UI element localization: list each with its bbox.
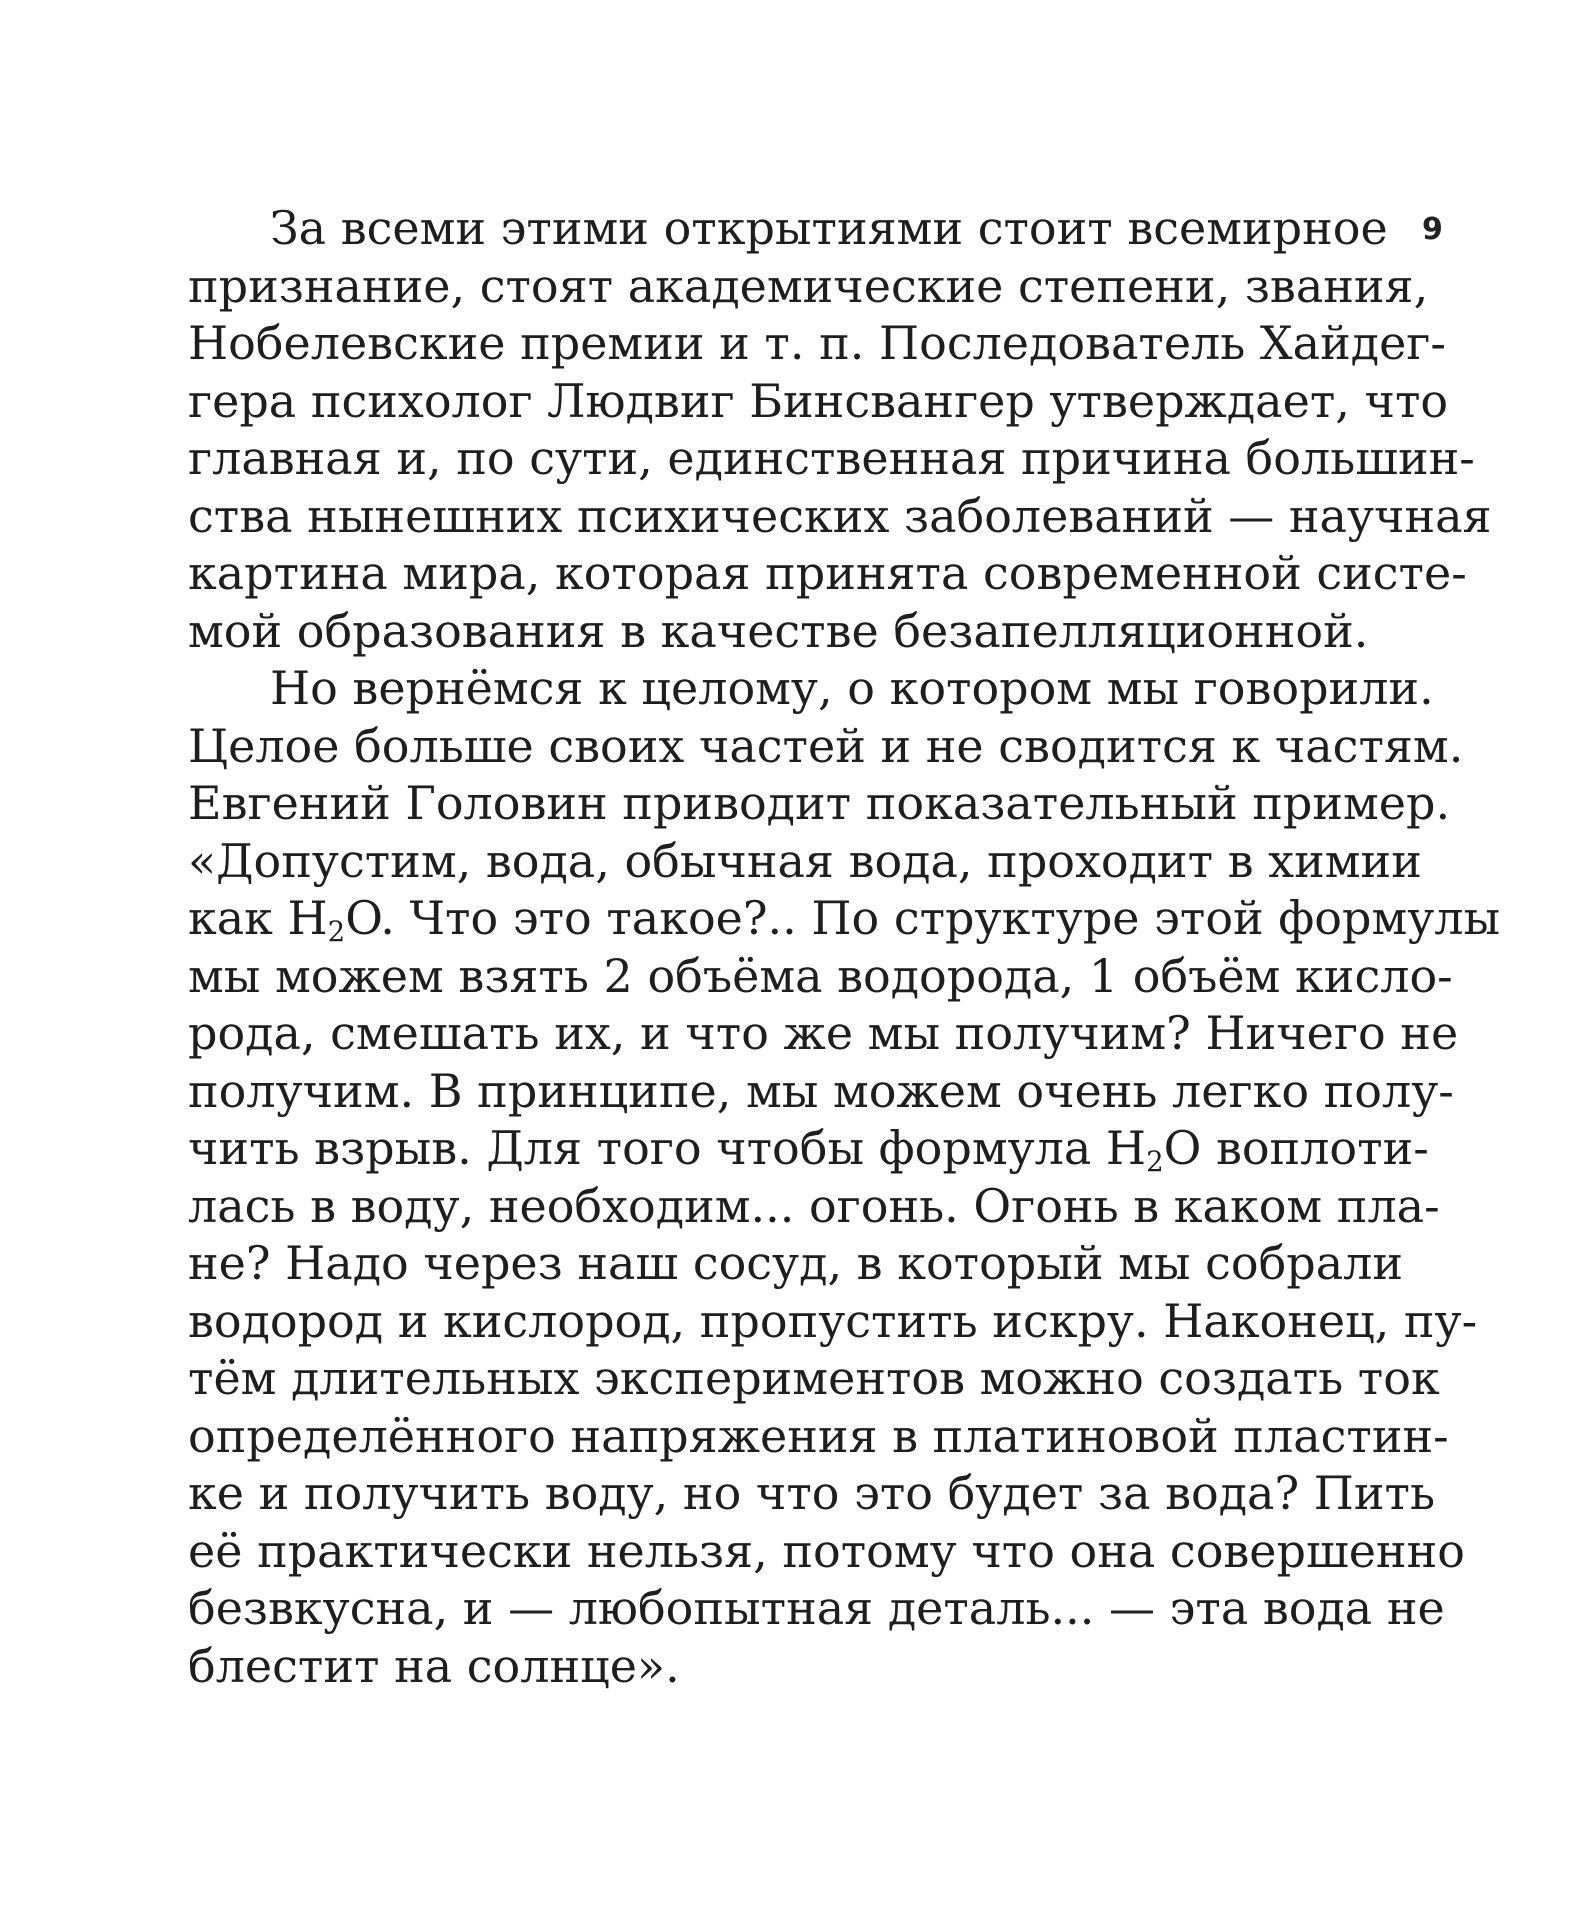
text-line: безвкусна, и — любопытная деталь... — эта вода не bbox=[188, 1581, 1445, 1635]
text-line: тём длительных экспериментов можно создать ток bbox=[188, 1351, 1440, 1405]
paragraph-2 bbox=[188, 660, 1501, 1695]
text-line: Нобелевские премии и т. п. Последователь Хайдег- bbox=[188, 316, 1446, 370]
text-line: определённого напряжения в платиновой пластин- bbox=[188, 1408, 1449, 1463]
text-line: «Допустим, вода, обычная вода, проходит в химии bbox=[188, 833, 1422, 888]
subscript: 2 bbox=[327, 914, 346, 948]
text-fragment: O воплоти- bbox=[1163, 1121, 1429, 1175]
text-fragment: O. Что это такое?.. По структуре этой формулы bbox=[345, 891, 1501, 945]
subscript: 2 bbox=[1146, 1144, 1164, 1178]
text-fragment: как H bbox=[188, 891, 328, 945]
text-line: блестит на солнце». bbox=[188, 1638, 680, 1693]
text-line: Целое больше своих частей и не сводится к частям. bbox=[188, 718, 1464, 773]
text-line: мой образования в качестве безапелляционной. bbox=[188, 603, 1369, 658]
paragraph-1 bbox=[188, 200, 1492, 660]
text-line: рода, смешать их, и что же мы получим? Ничего не bbox=[188, 1006, 1459, 1060]
text-line: ке и получить воду, но что это будет за вода? Пить bbox=[188, 1466, 1436, 1520]
text-line: картина мира, которая принята современной систе- bbox=[188, 546, 1467, 600]
text-line: Но вернёмся к целому, о котором мы говорили. bbox=[270, 661, 1434, 715]
text-line: мы можем взять 2 объёма водорода, 1 объём кисло- bbox=[188, 948, 1453, 1003]
body-text bbox=[188, 200, 1501, 1695]
text-line: лась в воду, необходим... огонь. Огонь в каком пла- bbox=[188, 1178, 1440, 1233]
text-line: Евгений Головин приводит показательный пример. bbox=[188, 776, 1451, 830]
text-line: За всеми этими открытиями стоит всемирное bbox=[270, 201, 1388, 255]
text-line: признание, стоят академические степени, звания, bbox=[188, 258, 1429, 313]
text-line: не? Надо через наш сосуд, в который мы собрали bbox=[188, 1236, 1404, 1290]
text-line: главная и, по сути, единственная причина большин- bbox=[188, 431, 1475, 485]
text-line: ства нынешних психических заболеваний — научная bbox=[188, 488, 1492, 543]
text-fragment: чить взрыв. Для того чтобы формула H bbox=[188, 1121, 1147, 1175]
text-line-with-formula bbox=[188, 1120, 1429, 1178]
text-line: водород и кислород, пропустить искру. Наконец, пу- bbox=[188, 1293, 1478, 1348]
page-number: 9 bbox=[1422, 212, 1443, 247]
text-line-with-formula bbox=[188, 890, 1501, 948]
text-line: её практически нельзя, потому что она совершенно bbox=[188, 1523, 1465, 1578]
text-line: получим. В принципе, мы можем очень легко полу- bbox=[188, 1063, 1454, 1118]
text-line: гера психолог Людвиг Бинсвангер утверждает, что bbox=[188, 373, 1449, 428]
